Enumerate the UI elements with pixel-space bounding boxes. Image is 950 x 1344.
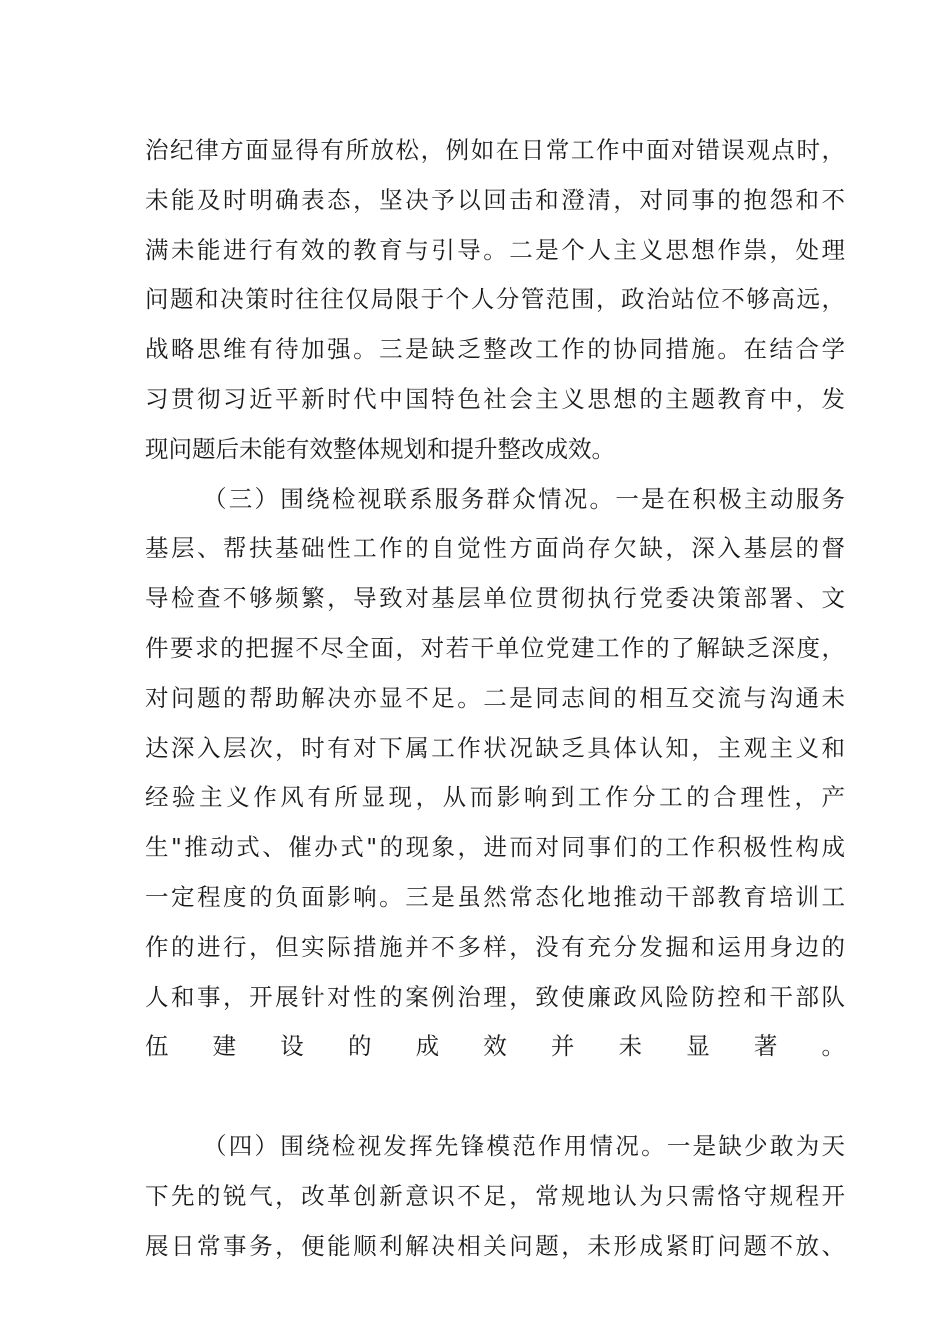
text-line: 经验主义作风有所显现，从而影响到工作分工的合理性，产 bbox=[145, 783, 845, 812]
paragraph-heading-line: （四）围绕检视发挥先锋模范作用情况。一是缺少敢为天 bbox=[203, 1131, 845, 1160]
text-line: 未能及时明确表态，坚决予以回击和澄清，对同事的抱怨和不 bbox=[145, 185, 845, 214]
paragraph-2 bbox=[145, 475, 845, 1122]
text-line: 基层、帮扶基础性工作的自觉性方面尚存欠缺，深入基层的督 bbox=[145, 534, 845, 563]
text-line: 生"推动式、催办式"的现象，进而对同事们的工作积极性构成 bbox=[145, 833, 845, 862]
text-line: 人和事，开展针对性的案例治理，致使廉政风险防控和干部队 bbox=[145, 982, 845, 1011]
text-line: 现问题后未能有效整体规划和提升整改成效。 bbox=[145, 434, 615, 463]
text-line: 展日常事务，便能顺利解决相关问题，未形成紧盯问题不放、 bbox=[145, 1231, 845, 1260]
text-line bbox=[145, 1072, 845, 1122]
paragraph-1 bbox=[145, 126, 845, 475]
text-line: 下先的锐气，改革创新意识不足，常规地认为只需恪守规程开 bbox=[145, 1181, 845, 1210]
text-line: 达深入层次，时有对下属工作状况缺乏具体认知，主观主义和 bbox=[145, 733, 845, 762]
paragraph-heading-line: （三）围绕检视联系服务群众情况。一是在积极主动服务 bbox=[203, 484, 845, 513]
text-line: 导检查不够频繁，导致对基层单位贯彻执行党委决策部署、文 bbox=[145, 584, 845, 613]
text-line: 一定程度的负面影响。三是虽然常态化地推动干部教育培训工 bbox=[145, 882, 845, 911]
text-line: 治纪律方面显得有所放松，例如在日常工作中面对错误观点时， bbox=[145, 136, 845, 164]
paragraph-3 bbox=[145, 1122, 845, 1271]
text-line: 对问题的帮助解决亦显不足。二是同志间的相互交流与沟通未 bbox=[145, 683, 845, 712]
text-line: 伍建设的成效并未显著。 bbox=[145, 1032, 845, 1061]
text-line: 战略思维有待加强。三是缺乏整改工作的协同措施。在结合学 bbox=[145, 335, 845, 364]
text-line: 习贯彻习近平新时代中国特色社会主义思想的主题教育中，发 bbox=[145, 384, 845, 413]
document-body bbox=[145, 126, 845, 1271]
text-line: 作的进行，但实际措施并不多样，没有充分发掘和运用身边的 bbox=[145, 932, 845, 961]
text-line: 问题和决策时往往仅局限于个人分管范围，政治站位不够高远， bbox=[145, 285, 845, 314]
text-line: 件要求的把握不尽全面，对若干单位党建工作的了解缺乏深度， bbox=[145, 633, 845, 662]
text-line: 满未能进行有效的教育与引导。二是个人主义思想作祟，处理 bbox=[145, 235, 845, 264]
